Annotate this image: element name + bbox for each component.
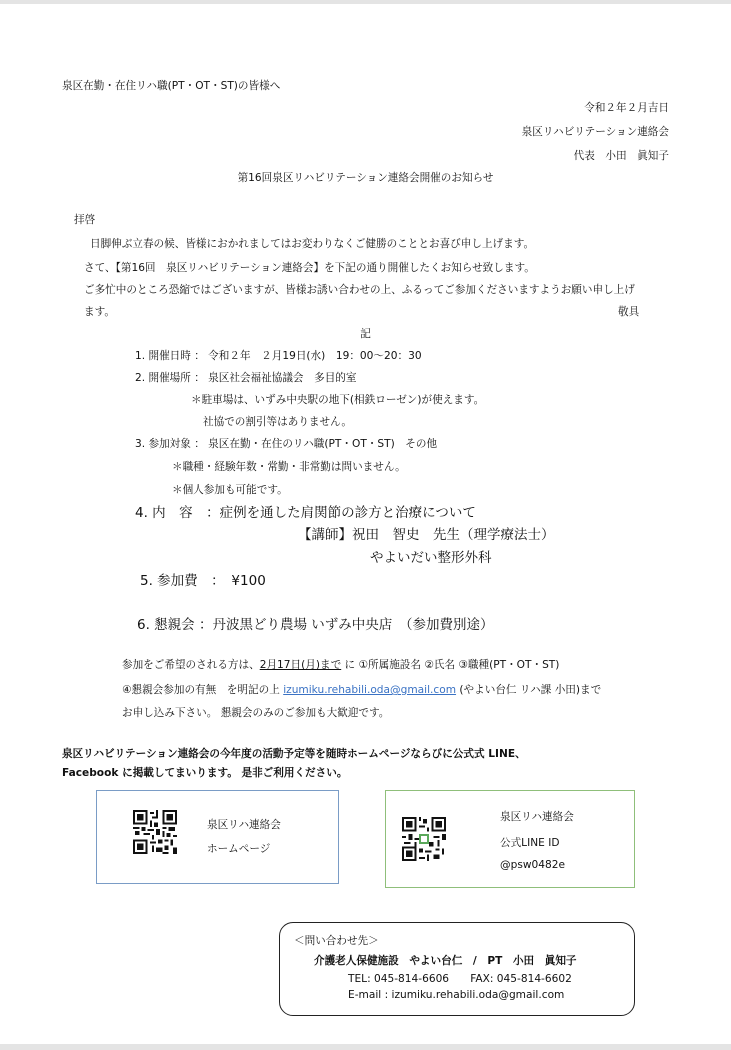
lecturer-hospital: やよいだい整形外科 [370, 550, 492, 566]
body-line-3: ご多忙中のところ恐縮ではございますが、皆様お誘い合わせの上、ふるってご参加くださいますようお願い申し上げ [84, 284, 635, 296]
issue-date: 令和２年２月吉日 [584, 102, 669, 114]
application-line-1 [122, 657, 559, 672]
line-card-label: 公式LINE ID [500, 837, 560, 849]
deadline: 2月17日(月)まで [259, 659, 342, 671]
application-line-3: お申し込み下さい。 懇親会のみのご参加も大歓迎です。 [122, 707, 390, 719]
email-link[interactable]: izumiku.rehabili.oda@gmail.com [283, 684, 457, 696]
discount-note: 社協での割引等はありません。 [203, 416, 352, 428]
target-note-2: ＊個人参加も可能です。 [172, 484, 288, 496]
homepage-card-label: ホームページ [207, 843, 271, 855]
item-content: 4. 内 容 ：症例を通した肩関節の診方と治療について [135, 505, 476, 521]
representative-name: 代表 小田 眞知子 [573, 150, 669, 162]
lecturer: 【講師】祝田 智史 先生（理学療法士） [298, 527, 555, 543]
line-qr-code[interactable] [402, 817, 446, 861]
item-party: 6. 懇親会 ：丹波黒どり農場 いずみ中央店 （参加費別途） [137, 617, 494, 633]
application-prefix: 参加をご希望のされる方は、 [122, 659, 260, 671]
item-target: 3. 参加対象 ： 泉区在勤・在住のリハ職(PT・OT・ST) その他 [135, 438, 438, 450]
item-fee: 5. 参加費 ： ¥100 [140, 573, 266, 589]
notice-line-2: Facebook に掲載してまいります。 是非ご利用ください。 [62, 767, 348, 779]
item-venue: 2. 開催場所 ： 泉区社会福祉協議会 多目的室 [135, 372, 357, 384]
line-card[interactable] [385, 790, 635, 888]
contact-phone-fax: TEL: 045-814-6606 FAX: 045-814-6602 [348, 973, 572, 985]
closing-keigu: 敬具 [618, 306, 640, 318]
contact-email[interactable]: E-mail : izumiku.rehabili.oda@gmail.com [348, 989, 565, 1001]
homepage-card[interactable] [96, 790, 339, 884]
homepage-qr-code[interactable] [133, 810, 177, 854]
target-note-1: ＊職種・経験年数・常勤・非常勤は問いません。 [172, 461, 406, 473]
greeting: 拝啓 [74, 214, 96, 226]
item-datetime: 1. 開催日時 ： 令和２年 ２月19日(水) 19：00～20：30 [135, 350, 422, 362]
contact-facility: 介護老人保健施設 やよい台仁 / PT 小田 眞知子 [314, 955, 577, 967]
homepage-card-title: 泉区リハ連絡会 [207, 819, 281, 831]
parking-note: ＊駐車場は、いずみ中央駅の地下(相鉄ローゼン)が使えます。 [191, 394, 485, 406]
organization-name: 泉区リハビリテーション連絡会 [521, 126, 669, 138]
ki-marker: 記 [360, 328, 371, 340]
contact-header: ＜問い合わせ先＞ [294, 935, 379, 947]
body-line-4: ます。 [84, 306, 115, 318]
body-line-2: さて、【第16回 泉区リハビリテーション連絡会】を下記の通り開催したくお知らせ致します。 [84, 262, 535, 274]
top-edge [0, 0, 731, 4]
line-id: @psw0482e [500, 859, 565, 871]
document-title: 第16回泉区リハビリテーション連絡会開催のお知らせ [237, 172, 494, 184]
notice-line-1: 泉区リハビリテーション連絡会の今年度の活動予定等を随時ホームページならびに公式式 LINE、 [62, 748, 526, 760]
bottom-edge [0, 1044, 731, 1050]
body-line-1: 日脚伸ぶ立春の候、皆様におかれましてはお変わりなくご健勝のこととお喜び申し上げます。 [90, 238, 535, 250]
application-recipient: (やよい台仁 リハ課 小田)まで [456, 684, 602, 696]
recipient-line: 泉区在勤・在住リハ職(PT・OT・ST)の皆様へ [62, 80, 281, 92]
application-items: に ①所属施設名 ②氏名 ③職種(PT・OT・ST) [341, 659, 560, 671]
contact-box [279, 922, 635, 1016]
application-line-2 [122, 682, 601, 697]
line-card-title: 泉区リハ連絡会 [500, 811, 574, 823]
application-condition: ④懇親会参加の有無 を明記の上 [122, 684, 284, 696]
